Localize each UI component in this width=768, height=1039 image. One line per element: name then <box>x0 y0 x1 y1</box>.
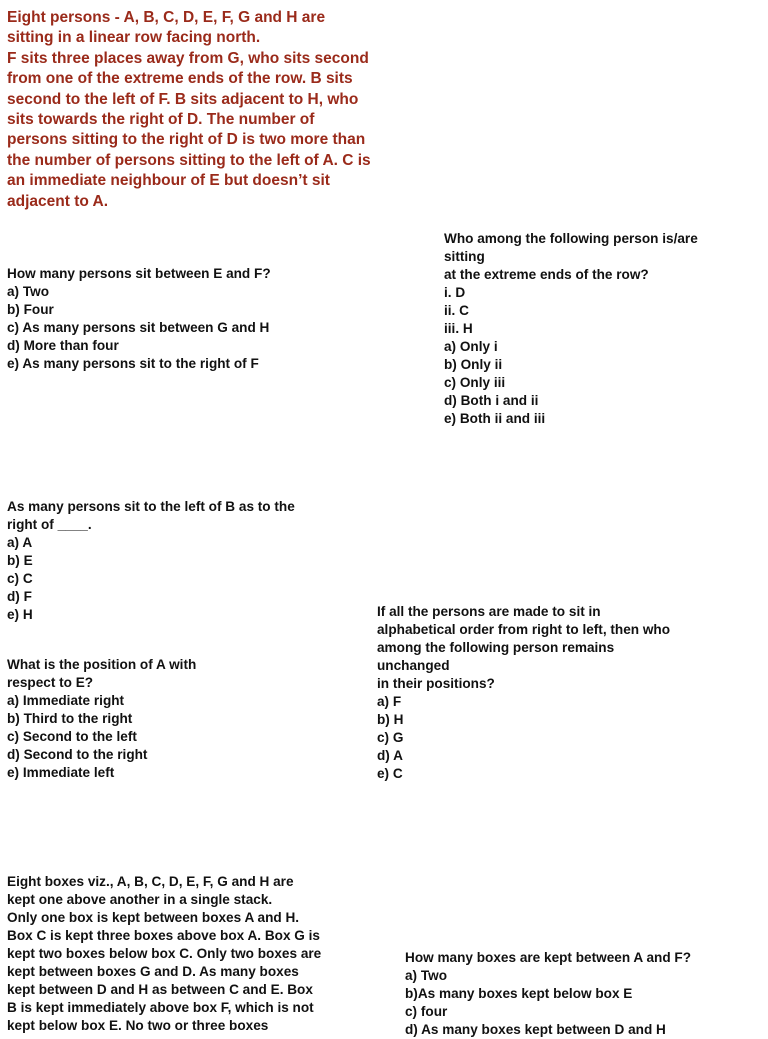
question-text: If all the persons are made to sit in <box>377 604 601 619</box>
answer-option: a) Only i <box>444 339 498 354</box>
answer-option: a) A <box>7 535 33 550</box>
statement-item: i. D <box>444 285 466 300</box>
question-text: in their positions? <box>377 676 495 691</box>
passage-line: Eight boxes viz., A, B, C, D, E, F, G and H are <box>7 874 294 889</box>
passage-line: kept between D and H as between C and E. Box <box>7 982 313 997</box>
question-text: right of ____. <box>7 517 92 532</box>
passage-line: sits towards the right of D. The number of <box>7 111 315 129</box>
answer-option: b) H <box>377 712 404 727</box>
answer-option: d) More than four <box>7 338 119 353</box>
question-text: What is the position of A with <box>7 657 197 672</box>
answer-option: e) Both ii and iii <box>444 411 546 426</box>
passage-line: sitting in a linear row facing north. <box>7 29 261 47</box>
question-boxes-between-a-f <box>405 949 692 1037</box>
passage-line: the number of persons sitting to the left of A. C is <box>7 151 371 169</box>
answer-option: c) C <box>7 571 33 586</box>
answer-option: a) Immediate right <box>7 693 125 708</box>
answer-option: e) H <box>7 607 33 622</box>
question-position-of-a <box>7 656 196 782</box>
answer-option: c) Only iii <box>444 375 506 390</box>
answer-option: b) E <box>7 553 33 568</box>
question-extreme-ends <box>444 230 698 428</box>
answer-option: e) Immediate left <box>7 765 115 780</box>
question-text: Who among the following person is/are <box>444 231 698 246</box>
answer-option: c) four <box>405 1004 448 1019</box>
passage-line: B is kept immediately above box F, which is not <box>7 1000 314 1015</box>
answer-option: d) As many boxes kept between D and H <box>405 1022 666 1037</box>
answer-option: e) As many persons sit to the right of F <box>7 356 259 371</box>
passage-line: Box C is kept three boxes above box A. Box G is <box>7 928 320 943</box>
question-between-e-f <box>7 265 271 373</box>
question-text: respect to E? <box>7 675 94 690</box>
passage-seating-row <box>7 8 417 212</box>
passage-line: persons sitting to the right of D is two more than <box>7 131 366 149</box>
passage-line: Eight persons - A, B, C, D, E, F, G and H are <box>7 9 326 26</box>
passage-line: Only one box is kept between boxes A and H. <box>7 910 300 925</box>
answer-option: a) F <box>377 694 402 709</box>
answer-option: b)As many boxes kept below box E <box>405 986 633 1001</box>
question-text: alphabetical order from right to left, then who <box>377 622 671 637</box>
answer-option: b) Third to the right <box>7 711 133 726</box>
question-text: As many persons sit to the left of B as to the <box>7 499 295 514</box>
passage-line: second to the left of F. B sits adjacent to H, who <box>7 90 359 108</box>
question-left-of-b <box>7 498 295 624</box>
answer-option: b) Only ii <box>444 357 503 372</box>
answer-option: d) Second to the right <box>7 747 148 762</box>
answer-option: d) Both i and ii <box>444 393 539 408</box>
statement-item: ii. C <box>444 303 469 318</box>
passage-line: an immediate neighbour of E but doesn’t sit <box>7 172 330 190</box>
statement-item: iii. H <box>444 321 473 336</box>
answer-option: c) As many persons sit between G and H <box>7 320 270 335</box>
answer-option: a) Two <box>7 284 50 299</box>
passage-box-stack <box>7 873 322 1033</box>
question-text: unchanged <box>377 658 450 673</box>
question-text: How many persons sit between E and F? <box>7 266 271 281</box>
answer-option: c) G <box>377 730 404 745</box>
question-text: among the following person remains <box>377 640 615 655</box>
answer-option: d) A <box>377 748 403 763</box>
question-text: How many boxes are kept between A and F? <box>405 950 692 965</box>
passage-line: adjacent to A. <box>7 192 109 210</box>
passage-line: kept two boxes below box C. Only two boxes are <box>7 946 322 961</box>
question-alphabetical-order <box>377 603 670 783</box>
answer-option: a) Two <box>405 968 448 983</box>
answer-option: e) C <box>377 766 403 781</box>
passage-line: kept below box E. No two or three boxes <box>7 1018 269 1033</box>
answer-option: c) Second to the left <box>7 729 137 744</box>
question-text: at the extreme ends of the row? <box>444 267 649 282</box>
passage-line: kept between boxes G and D. As many boxes <box>7 964 299 979</box>
answer-option: b) Four <box>7 302 54 317</box>
answer-option: d) F <box>7 589 32 604</box>
question-text: sitting <box>444 249 485 264</box>
passage-line: kept one above another in a single stack. <box>7 892 273 907</box>
passage-line: from one of the extreme ends of the row. B sits <box>7 70 353 88</box>
passage-line: F sits three places away from G, who sits second <box>7 49 369 67</box>
